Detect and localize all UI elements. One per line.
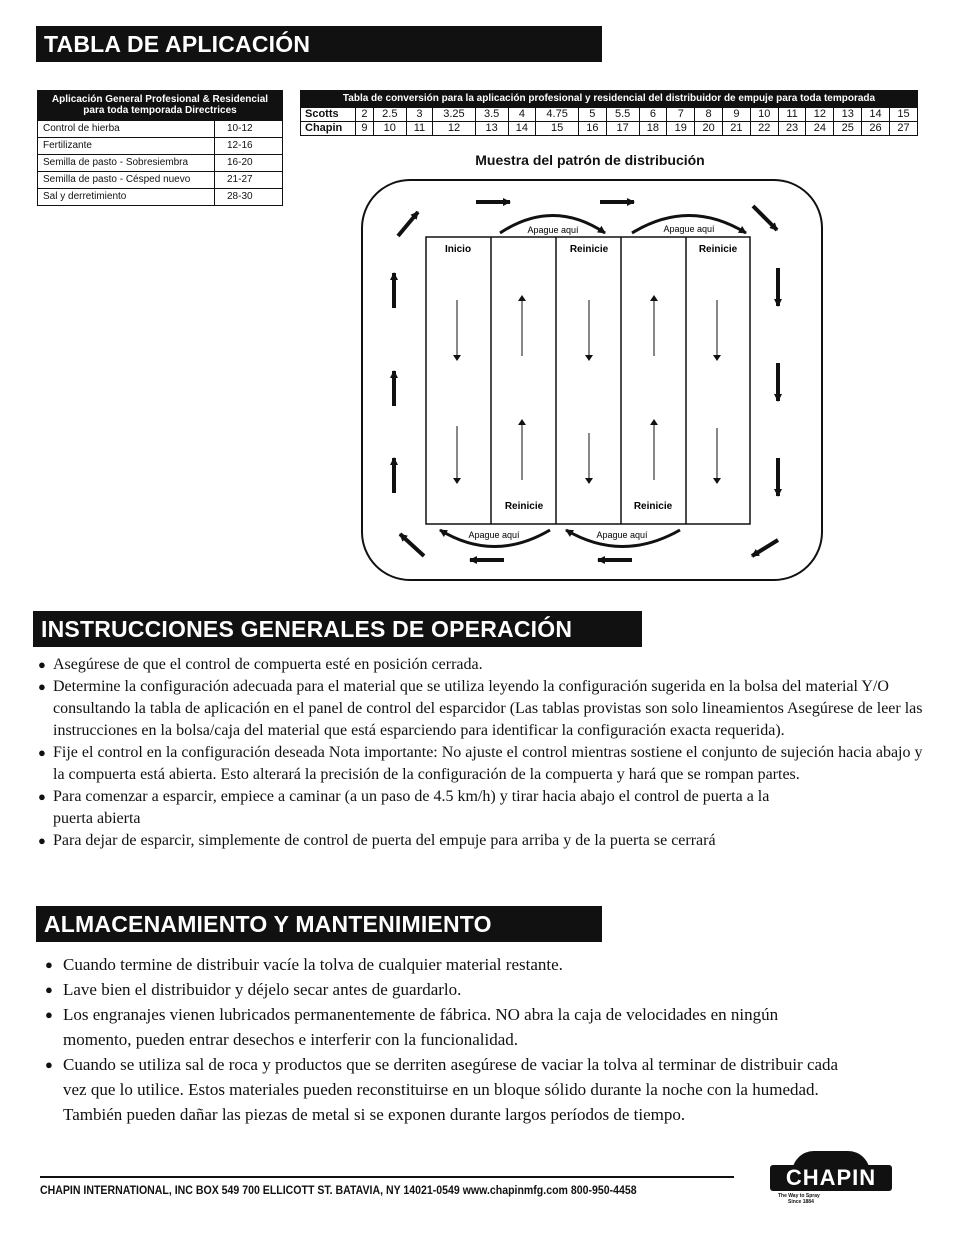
table-cell-label: Fertilizante	[38, 138, 215, 155]
table-cell-scotts: 14	[862, 108, 890, 122]
conversion-table	[300, 90, 918, 136]
table-row	[38, 172, 283, 189]
table-cell-chapin: 15	[536, 122, 579, 136]
table-cell-value: 10-12	[215, 121, 283, 138]
lawn-outline	[362, 180, 822, 580]
table-cell-chapin: 25	[834, 122, 862, 136]
strip-label-restart: Reinicie	[633, 501, 673, 512]
list-item: ● Los engranajes vienen lubricados permanentemente de fábrica. NO abra la caja de velocidades en ningún momento, pueden entrar desechos e interferir con la funcionalidad.	[43, 1002, 843, 1052]
list-item: ● Para dejar de esparcir, simplemente de control de puerta del empuje para arriba y de la puerta se cerrará	[36, 830, 926, 852]
table-cell-label: Sal y derretimiento	[38, 189, 215, 206]
strip-label-restart: Reinicie	[569, 244, 609, 255]
bullet-icon: ●	[38, 745, 46, 760]
table-cell-chapin: 18	[639, 122, 667, 136]
list-item: ● Asegúrese de que el control de compuerta esté en posición cerrada.	[36, 654, 926, 676]
table-cell-scotts: 3.5	[475, 108, 508, 122]
table-row	[38, 189, 283, 206]
table-row	[38, 121, 283, 138]
table-cell-scotts: 7	[667, 108, 695, 122]
table-cell-scotts: 6	[639, 108, 667, 122]
list-item: ● Para comenzar a esparcir, empiece a caminar (a un paso de 4.5 km/h) y tirar hacia abajo el control de puerta a la puerta abierta	[38, 788, 770, 827]
bullet-icon: ●	[38, 657, 46, 672]
chapin-logo	[770, 1151, 892, 1211]
table-cell-scotts: 10	[750, 108, 778, 122]
strip-label-restart: Reinicie	[504, 501, 544, 512]
table-row	[38, 155, 283, 172]
table-cell-scotts: 3.25	[433, 108, 476, 122]
table-cell-scotts: 4.75	[536, 108, 579, 122]
table-cell-label: Semilla de pasto - Sobresiembra	[38, 155, 215, 172]
table-cell-scotts: 5.5	[606, 108, 639, 122]
list-item: ● Fije el control en la configuración deseada Nota importante: No ajuste el control mientras sostiene el conjunto de sujeción hacia abajo y la compuerta está abierta. Esto alterará la precisión de la configuración de la compuerta y hará que se rompan partes.	[38, 744, 923, 783]
shutoff-label: Apague aquí	[663, 224, 715, 234]
table-cell-chapin: 10	[373, 122, 406, 136]
strip-direction-arrows	[457, 296, 717, 483]
shutoff-label: Apague aquí	[468, 530, 520, 540]
list-item: ● Determine la configuración adecuada para el material que se utiliza leyendo la configuración sugerida en la bolsa del material Y/O consultando la tabla de aplicación en el panel de control del esparcidor (Las tablas provistas son solo lineamientos Asegúrese de leer las instrucciones en la bolsa/caja del material que está esparciendo para identificar la configuración exacta requerida).	[38, 678, 923, 739]
table-cell-chapin: 11	[406, 122, 432, 136]
table-cell-chapin: 9	[356, 122, 374, 136]
table-cell-chapin: 21	[723, 122, 751, 136]
operation-instructions-list	[36, 654, 926, 852]
table-cell-scotts: 5	[578, 108, 606, 122]
logo-wordmark: CHAPIN	[770, 1165, 892, 1191]
bullet-icon: ●	[38, 679, 46, 694]
row-label-scotts: Scotts	[301, 108, 356, 122]
logo-tagline: The Way to Spray Since 1884	[778, 1193, 820, 1205]
shutoff-label: Apague aquí	[596, 530, 648, 540]
bullet-icon: ●	[38, 789, 46, 804]
operation-section-title: INSTRUCCIONES GENERALES DE OPERACIÓN	[33, 611, 642, 647]
table-cell-scotts: 15	[889, 108, 917, 122]
bullet-icon: ●	[45, 1007, 53, 1022]
footer-address: CHAPIN INTERNATIONAL, INC BOX 549 700 ELLICOTT ST. BATAVIA, NY 14021-0549 www.chapinmfg.com 800-950-4458	[40, 1183, 637, 1197]
table-cell-label: Semilla de pasto - Césped nuevo	[38, 172, 215, 189]
table-cell-chapin: 16	[578, 122, 606, 136]
table-cell-value: 21-27	[215, 172, 283, 189]
list-item: ● Lave bien el distribuidor y déjelo secar antes de guardarlo.	[43, 977, 843, 1002]
bullet-icon: ●	[38, 833, 46, 848]
table-cell-chapin: 19	[667, 122, 695, 136]
table-cell-chapin: 27	[889, 122, 917, 136]
turn-arcs	[440, 216, 746, 547]
strip-label-start: Inicio	[444, 244, 472, 255]
table-row-chapin	[301, 122, 918, 136]
table-cell-scotts: 8	[695, 108, 723, 122]
table-cell-scotts: 12	[806, 108, 834, 122]
table-cell-chapin: 14	[508, 122, 536, 136]
table-cell-chapin: 24	[806, 122, 834, 136]
bullet-icon: ●	[45, 982, 53, 997]
table-cell-chapin: 12	[433, 122, 476, 136]
table-cell-label: Control de hierba	[38, 121, 215, 138]
footer-divider	[40, 1176, 734, 1178]
table-cell-chapin: 17	[606, 122, 639, 136]
table-cell-value: 16-20	[215, 155, 283, 172]
table-cell-scotts: 11	[778, 108, 806, 122]
table-cell-scotts: 2.5	[373, 108, 406, 122]
table-cell-scotts: 9	[723, 108, 751, 122]
table-cell-scotts: 4	[508, 108, 536, 122]
strip-label-restart: Reinicie	[698, 244, 738, 255]
list-item: ● Cuando se utiliza sal de roca y productos que se derriten asegúrese de vaciar la tolva al terminar de distribuir cada vez que lo utilice. Estos materiales pueden reconstituirse en un bloque sólido durante la noche con la humedad. También pueden dañar las piezas de metal si se exponen durante largos períodos de tiempo.	[43, 1052, 843, 1127]
table-cell-chapin: 23	[778, 122, 806, 136]
table-row	[38, 138, 283, 155]
application-section-title: TABLA DE APLICACIÓN	[36, 26, 602, 62]
table-cell-scotts: 13	[834, 108, 862, 122]
table-cell-chapin: 20	[695, 122, 723, 136]
storage-section-title: ALMACENAMIENTO Y MANTENIMIENTO	[36, 906, 602, 942]
table-cell-scotts: 3	[406, 108, 432, 122]
strip-grid	[426, 237, 750, 524]
bullet-icon: ●	[45, 957, 53, 972]
table-cell-chapin: 22	[750, 122, 778, 136]
table-row-scotts	[301, 108, 918, 122]
application-table-header: Aplicación General Profesional & Residencial para toda temporada Directrices	[38, 91, 283, 121]
table-cell-scotts: 2	[356, 108, 374, 122]
application-table	[37, 90, 283, 206]
table-cell-chapin: 13	[475, 122, 508, 136]
shutoff-label: Apague aquí	[527, 225, 579, 235]
table-cell-value: 28-30	[215, 189, 283, 206]
row-label-chapin: Chapin	[301, 122, 356, 136]
distribution-pattern-diagram	[360, 178, 825, 583]
table-cell-value: 12-16	[215, 138, 283, 155]
perimeter-arrows	[394, 202, 778, 560]
conversion-table-header: Tabla de conversión para la aplicación profesional y residencial del distribuidor de empuje para toda temporada	[301, 91, 918, 108]
bullet-icon: ●	[45, 1057, 53, 1072]
pattern-title: Muestra del patrón de distribución	[475, 152, 705, 168]
storage-instructions-list	[43, 952, 843, 1127]
table-cell-chapin: 26	[862, 122, 890, 136]
list-item: ● Cuando termine de distribuir vacíe la tolva de cualquier material restante.	[43, 952, 843, 977]
